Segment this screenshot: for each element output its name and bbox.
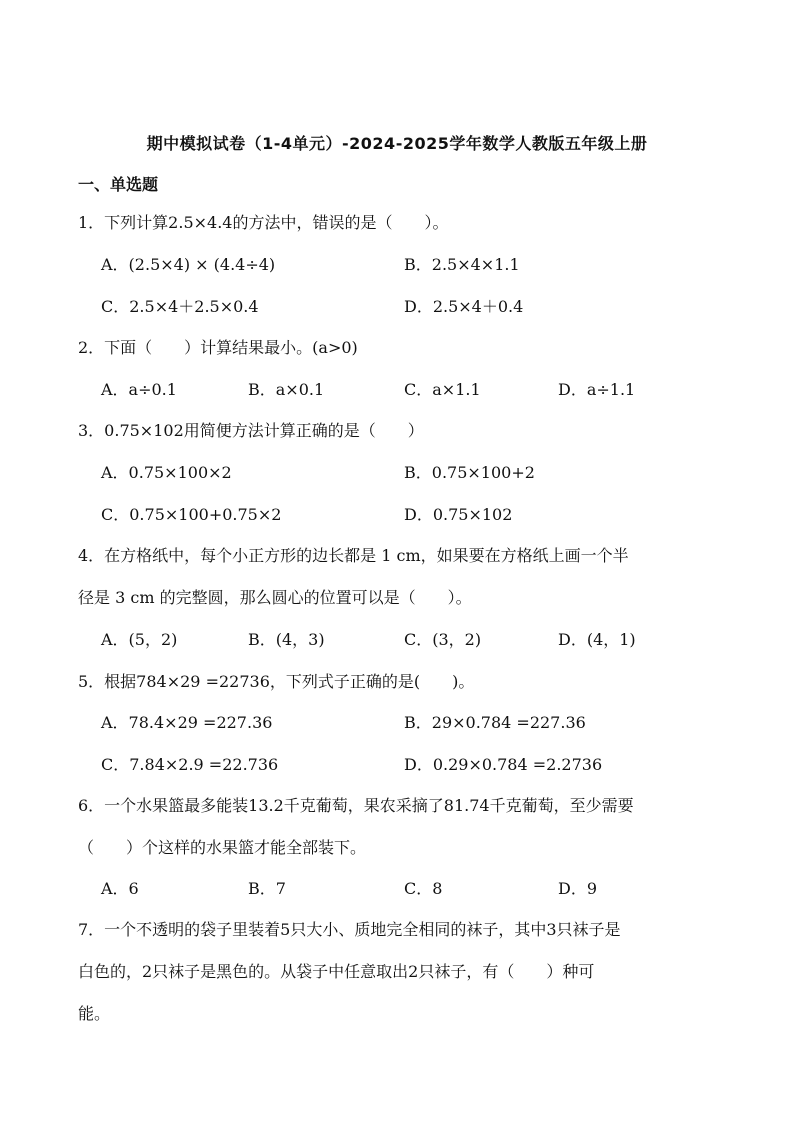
q5-option-d: D．0.29×0.784 =2.2736 (404, 755, 603, 774)
q6-option-c: C．8 (404, 879, 443, 898)
page-title: 期中模拟试卷（1-4单元）-2024-2025学年数学人教版五年级上册 (146, 134, 648, 153)
q6-option-d: D．9 (558, 879, 598, 898)
question-7-text-line-1: 7．一个不透明的袋子里装着5只大小、质地完全相同的袜子，其中3只袜子是 (78, 920, 621, 939)
q3-option-a: A．0.75×100×2 (101, 463, 232, 482)
question-6-text-line-1: 6．一个水果篮最多能装13.2千克葡萄，果农采摘了81.74千克葡萄，至少需要 (78, 796, 634, 815)
q2-option-a: A．a÷0.1 (101, 380, 177, 399)
q5-option-a: A．78.4×29 =227.36 (101, 713, 273, 732)
q2-option-c: C．a×1.1 (404, 380, 481, 399)
q4-option-b: B．(4，3) (248, 630, 325, 649)
q3-option-d: D．0.75×102 (404, 505, 513, 524)
q4-option-c: C．(3，2) (404, 630, 482, 649)
q1-option-c: C．2.5×4＋2.5×0.4 (101, 297, 259, 316)
question-5-text: 5．根据784×29 =22736，下列式子正确的是( )。 (78, 672, 475, 691)
q6-option-b: B．7 (248, 879, 286, 898)
q1-option-b: B．2.5×4×1.1 (404, 255, 520, 274)
question-2-text: 2．下面（ ）计算结果最小。(a>0) (78, 338, 358, 357)
q2-option-d: D．a÷1.1 (558, 380, 636, 399)
question-4-text-line-1: 4．在方格纸中，每个小正方形的边长都是 1 cm，如果要在方格纸上画一个半 (78, 546, 629, 565)
question-1-text: 1．下列计算2.5×4.4的方法中，错误的是（ ）。 (78, 213, 449, 232)
question-3-text: 3．0.75×102用简便方法计算正确的是（ ） (78, 421, 424, 440)
q1-option-d: D．2.5×4＋0.4 (404, 297, 524, 316)
q5-option-c: C．7.84×2.9 =22.736 (101, 755, 279, 774)
q2-option-b: B．a×0.1 (248, 380, 325, 399)
q3-option-b: B．0.75×100+2 (404, 463, 535, 482)
section-heading: 一、单选题 (78, 175, 159, 194)
question-6-text-line-2: （ ）个这样的水果篮才能全部装下。 (78, 838, 367, 857)
question-4-text-line-2: 径是 3 cm 的完整圆，那么圆心的位置可以是（ ）。 (78, 588, 472, 607)
q3-option-c: C．0.75×100+0.75×2 (101, 505, 282, 524)
q1-option-a: A．(2.5×4) × (4.4÷4) (101, 255, 276, 274)
q6-option-a: A．6 (101, 879, 139, 898)
question-7-text-line-3: 能。 (78, 1004, 111, 1023)
q4-option-d: D．(4，1) (558, 630, 636, 649)
question-7-text-line-2: 白色的，2只袜子是黑色的。从袋子中任意取出2只袜子，有（ ）种可 (78, 962, 595, 981)
q4-option-a: A．(5，2) (101, 630, 178, 649)
q5-option-b: B．29×0.784 =227.36 (404, 713, 586, 732)
